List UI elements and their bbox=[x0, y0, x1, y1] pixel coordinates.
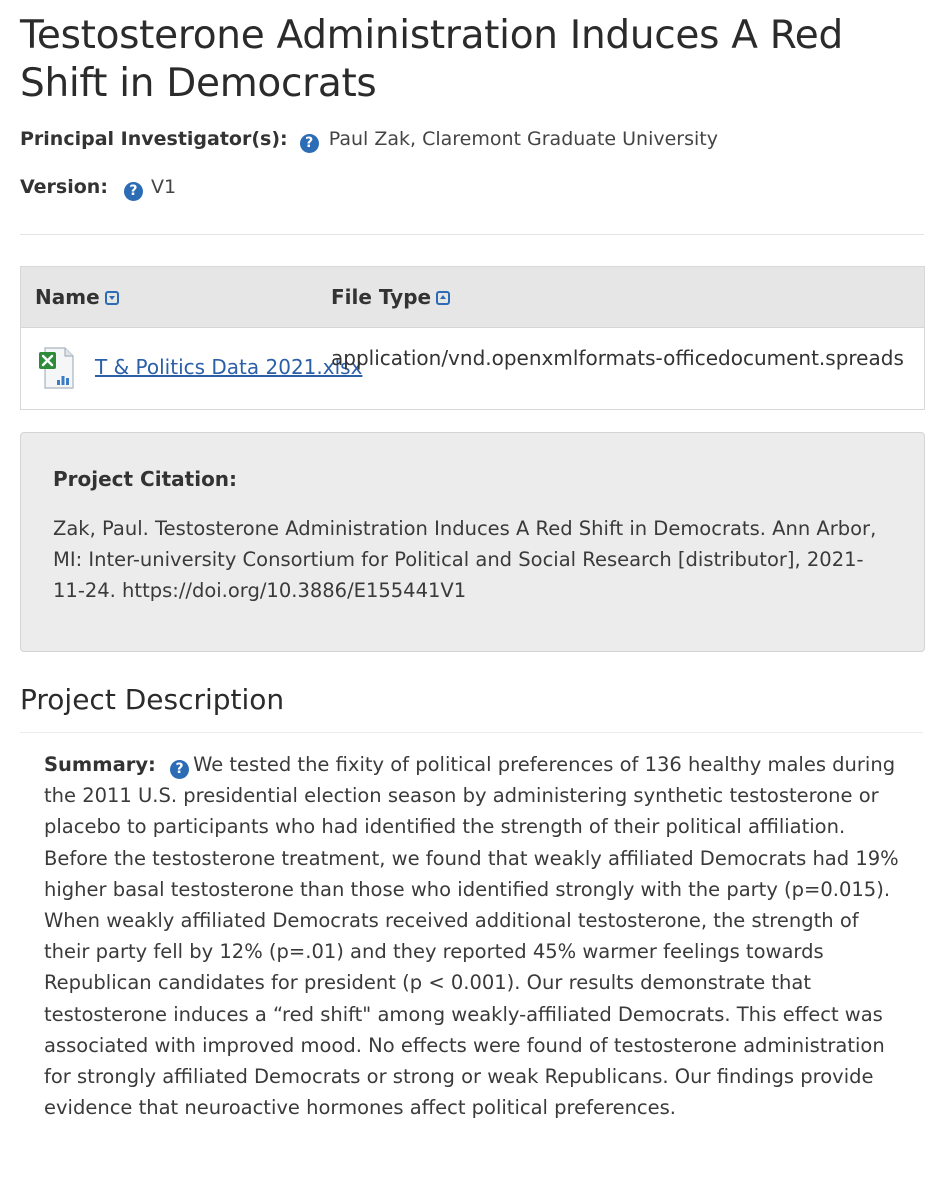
files-table bbox=[20, 266, 925, 410]
file-download-link[interactable]: T & Politics Data 2021.xlsx bbox=[95, 355, 363, 379]
file-type-value: application/vnd.openxmlformats-officedocument.spreads bbox=[331, 346, 904, 370]
column-header-file-type[interactable] bbox=[331, 284, 450, 310]
divider bbox=[20, 234, 924, 235]
project-description-heading: Project Description bbox=[20, 683, 285, 716]
page-title: Testosterone Administration Induces A Red Shift in Democrats bbox=[20, 13, 843, 106]
column-header-name-label: Name bbox=[35, 285, 100, 309]
help-icon[interactable]: ? bbox=[170, 760, 189, 779]
citation-text: Zak, Paul. Testosterone Administration Induces A Red Shift in Democrats. Ann Arbor, MI: Inter-university Consortium for Political and Social Research [distributor], 2021-11-24. https://doi.org/10.3886/E155441V1 bbox=[53, 517, 877, 602]
excel-file-icon bbox=[37, 346, 77, 390]
sort-asc-icon[interactable] bbox=[436, 291, 450, 305]
files-table-header bbox=[21, 267, 924, 328]
version-label: Version: bbox=[20, 176, 108, 198]
project-citation-box bbox=[20, 432, 925, 652]
citation-label: Project Citation: bbox=[53, 467, 238, 491]
summary-label: Summary: bbox=[44, 753, 156, 776]
summary-paragraph bbox=[44, 749, 904, 1123]
sort-desc-icon[interactable] bbox=[105, 291, 119, 305]
column-header-file-type-label: File Type bbox=[331, 285, 432, 309]
pi-value: Paul Zak, Claremont Graduate University bbox=[328, 128, 718, 150]
help-icon[interactable]: ? bbox=[300, 134, 319, 153]
help-icon[interactable]: ? bbox=[124, 182, 143, 201]
table-row bbox=[21, 328, 924, 408]
pi-label: Principal Investigator(s): bbox=[20, 128, 288, 150]
principal-investigator-row bbox=[20, 126, 718, 153]
project-description-box bbox=[20, 732, 923, 1189]
version-value: V1 bbox=[151, 176, 177, 198]
summary-text: We tested the fixity of political preferences of 136 healthy males during the 2011 U.S. presidential election season by administering synthetic testosterone or placebo to participants who had identified the strength of their political affiliation. Before the testosterone treatment, we found that weakly affiliated Democrats had 19% higher basal testosterone than those who identified strongly with the party (p=0.015). When weakly affiliated Democrats received additional testosterone, the strength of their party fell by 12% (p=.01) and they reported 45% warmer feelings towards Republican candidates for president (p < 0.001). Our results demonstrate that testosterone induces a “red shift" among weakly-affiliated Democrats. This effect was associated with improved mood. No effects were found of testosterone administration for strongly affiliated Democrats or strong or weak Republicans. Our findings provide evidence that neuroactive hormones affect political preferences. bbox=[44, 753, 899, 1120]
column-header-name[interactable] bbox=[35, 284, 119, 310]
version-row bbox=[20, 174, 176, 201]
